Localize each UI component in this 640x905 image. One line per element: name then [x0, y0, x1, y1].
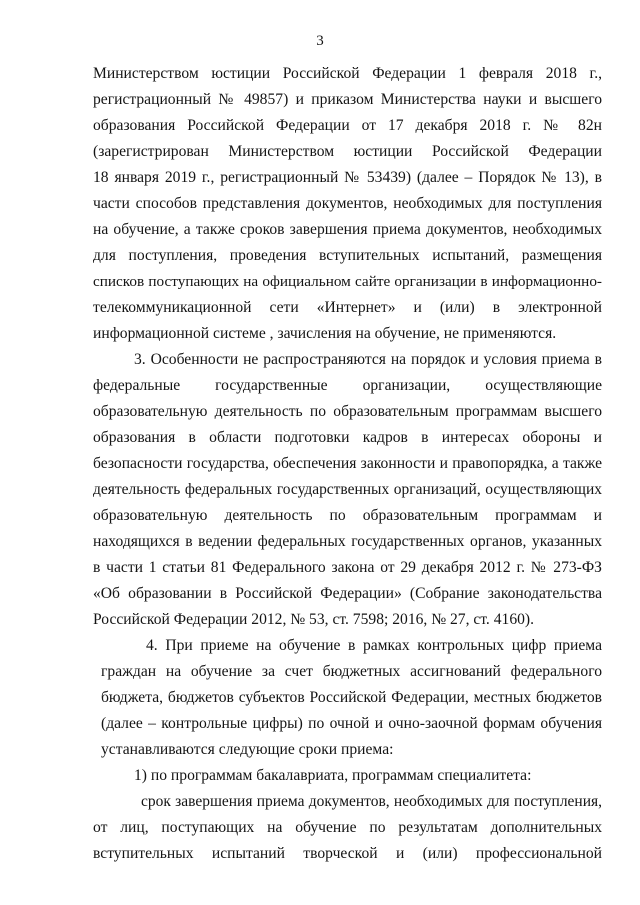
text-line: (зарегистрирован Министерством юстиции Российской Федерации [93, 143, 602, 160]
text-line: информационной системе , зачисления на обучение, не применяются. [93, 325, 557, 342]
text-line: федеральные государственные организации, осуществляющие [93, 377, 602, 394]
text-line: части способов представления документов, необходимых для поступления [93, 195, 602, 212]
text-line: для поступления, проведения вступительных испытаний, размещения [93, 247, 602, 264]
text-line: Российской Федерации 2012, № 53, ст. 7598; 2016, № 27, ст. 4160). [93, 611, 535, 628]
text-line: безопасности государства, обеспечения законности и правопорядка, а также [93, 455, 602, 472]
text-line: образования в области подготовки кадров в интересах обороны и [93, 429, 602, 446]
text-line: 18 января 2019 г., регистрационный № 53439) (далее – Порядок № 13), в [93, 169, 602, 186]
text-line: списков поступающих на официальном сайте организации в информационно- [93, 273, 602, 290]
text-line: телекоммуникационной сети «Интернет» и (или) в электронной [93, 299, 602, 316]
text-line: образовательную деятельность по образовательным программам и [93, 507, 602, 524]
text-line: вступительных испытаний творческой и (или) профессиональной [93, 845, 602, 862]
text-line: 3. Особенности не распространяются на порядок и условия приема в [134, 351, 602, 368]
text-line: 1) по программам бакалавриата, программам специалитета: [134, 767, 532, 784]
text-line: 4. При приеме на обучение в рамках контрольных цифр приема [146, 637, 602, 654]
text-line: граждан на обучение за счет бюджетных ассигнований федерального [101, 663, 602, 680]
text-line: в части 1 статьи 81 Федерального закона от 29 декабря 2012 г. № 273-ФЗ [93, 559, 602, 576]
text-line: (далее – контрольные цифры) по очной и очно-заочной формам обучения [101, 715, 602, 732]
text-line: регистрационный № 49857) и приказом Министерства науки и высшего [93, 91, 602, 108]
text-line: от лиц, поступающих на обучение по результатам дополнительных [93, 819, 602, 836]
text-line: срок завершения приема документов, необходимых для поступления, [141, 793, 602, 810]
text-line: деятельность федеральных государственных организаций, осуществляющих [93, 481, 602, 498]
text-line: устанавливаются следующие сроки приема: [101, 741, 394, 758]
text-line: находящихся в ведении федеральных государственных органов, указанных [93, 533, 602, 550]
text-line: образовательную деятельность по образовательным программам высшего [93, 403, 602, 420]
text-line: на обучение, а также сроков завершения приема документов, необходимых [93, 221, 602, 238]
text-line: Министерством юстиции Российской Федерации 1 февраля 2018 г., [93, 65, 602, 82]
text-line: бюджета, бюджетов субъектов Российской Федерации, местных бюджетов [101, 689, 602, 706]
text-line: образования Российской Федерации от 17 декабря 2018 г. № 82н [93, 117, 602, 134]
text-line: «Об образовании в Российской Федерации» (Собрание законодательства [93, 585, 602, 602]
page-number: 3 [316, 33, 324, 49]
